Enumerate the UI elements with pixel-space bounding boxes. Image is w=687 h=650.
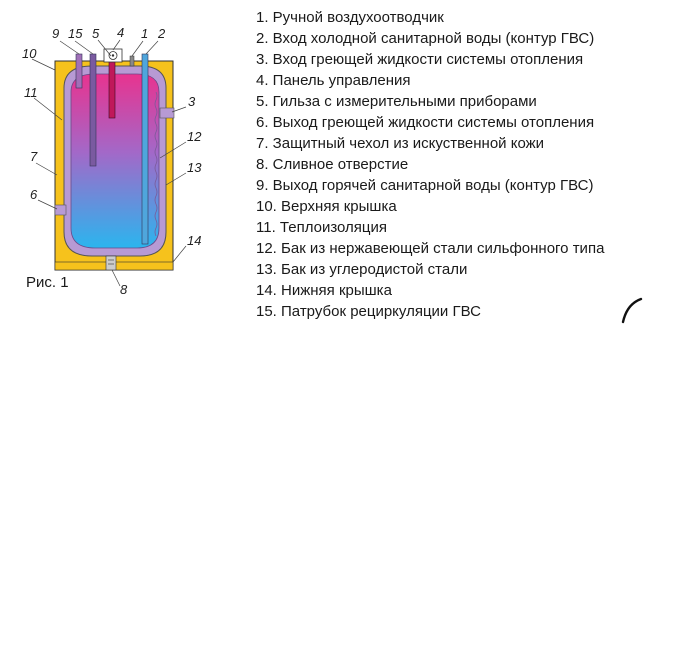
- legend-item: 11. Теплоизоляция: [256, 219, 388, 236]
- air-vent: [130, 56, 134, 66]
- recirculation-pipe: [90, 54, 96, 166]
- legend-item: 3. Вход греющей жидкости системы отопления: [256, 51, 584, 68]
- legend-list: [256, 7, 604, 322]
- arc-icon: [615, 296, 645, 326]
- callout-6: 6: [30, 187, 38, 202]
- legend-item: 13. Бак из углеродистой стали: [256, 261, 468, 278]
- callout-14: 14: [187, 233, 202, 248]
- callout-2: 2: [158, 26, 166, 41]
- legend-item: 6. Выход греющей жидкости системы отопления: [256, 114, 595, 131]
- figure-caption: Рис. 1: [26, 274, 69, 291]
- legend-item: 12. Бак из нержавеющей стали сильфонного типа: [256, 240, 605, 257]
- legend-item: 15. Патрубок рециркуляции ГВС: [256, 303, 481, 320]
- legend-item: 1. Ручной воздухоотводчик: [256, 9, 444, 26]
- callout-13: 13: [187, 160, 202, 175]
- callout-5: 5: [92, 26, 100, 41]
- legend-item: 8. Сливное отверстие: [256, 156, 409, 173]
- callout-12: 12: [187, 129, 202, 144]
- legend-item: 7. Защитный чехол из искуственной кожи: [256, 135, 545, 152]
- hot-water-outlet-pipe: [76, 54, 82, 88]
- drain-outlet: [106, 256, 116, 270]
- callout-3: 3: [188, 94, 196, 109]
- cold-water-inlet-pipe: [142, 54, 148, 244]
- instrument-sleeve: [109, 60, 115, 118]
- callout-15: 15: [68, 26, 83, 41]
- legend-item: 2. Вход холодной санитарной воды (контур ГВС): [256, 30, 595, 47]
- heating-inlet-pipe: [160, 108, 174, 118]
- legend-item: 5. Гильза с измерительными приборами: [256, 93, 537, 110]
- callout-1: 1: [141, 26, 149, 41]
- callout-10: 10: [22, 46, 37, 61]
- legend-item: 10. Верхняя крышка: [256, 198, 397, 215]
- callout-9: 9: [52, 26, 60, 41]
- legend-item: 4. Панель управления: [256, 72, 411, 89]
- legend-item: 14. Нижняя крышка: [256, 282, 392, 299]
- heating-outlet-pipe: [55, 205, 66, 215]
- legend-item: 9. Выход горячей санитарной воды (контур ГВС): [256, 177, 594, 194]
- callout-7: 7: [30, 149, 38, 164]
- callout-11: 11: [24, 85, 38, 100]
- boiler-diagram: [0, 0, 250, 310]
- callout-4: 4: [117, 25, 125, 40]
- callout-8: 8: [120, 282, 128, 297]
